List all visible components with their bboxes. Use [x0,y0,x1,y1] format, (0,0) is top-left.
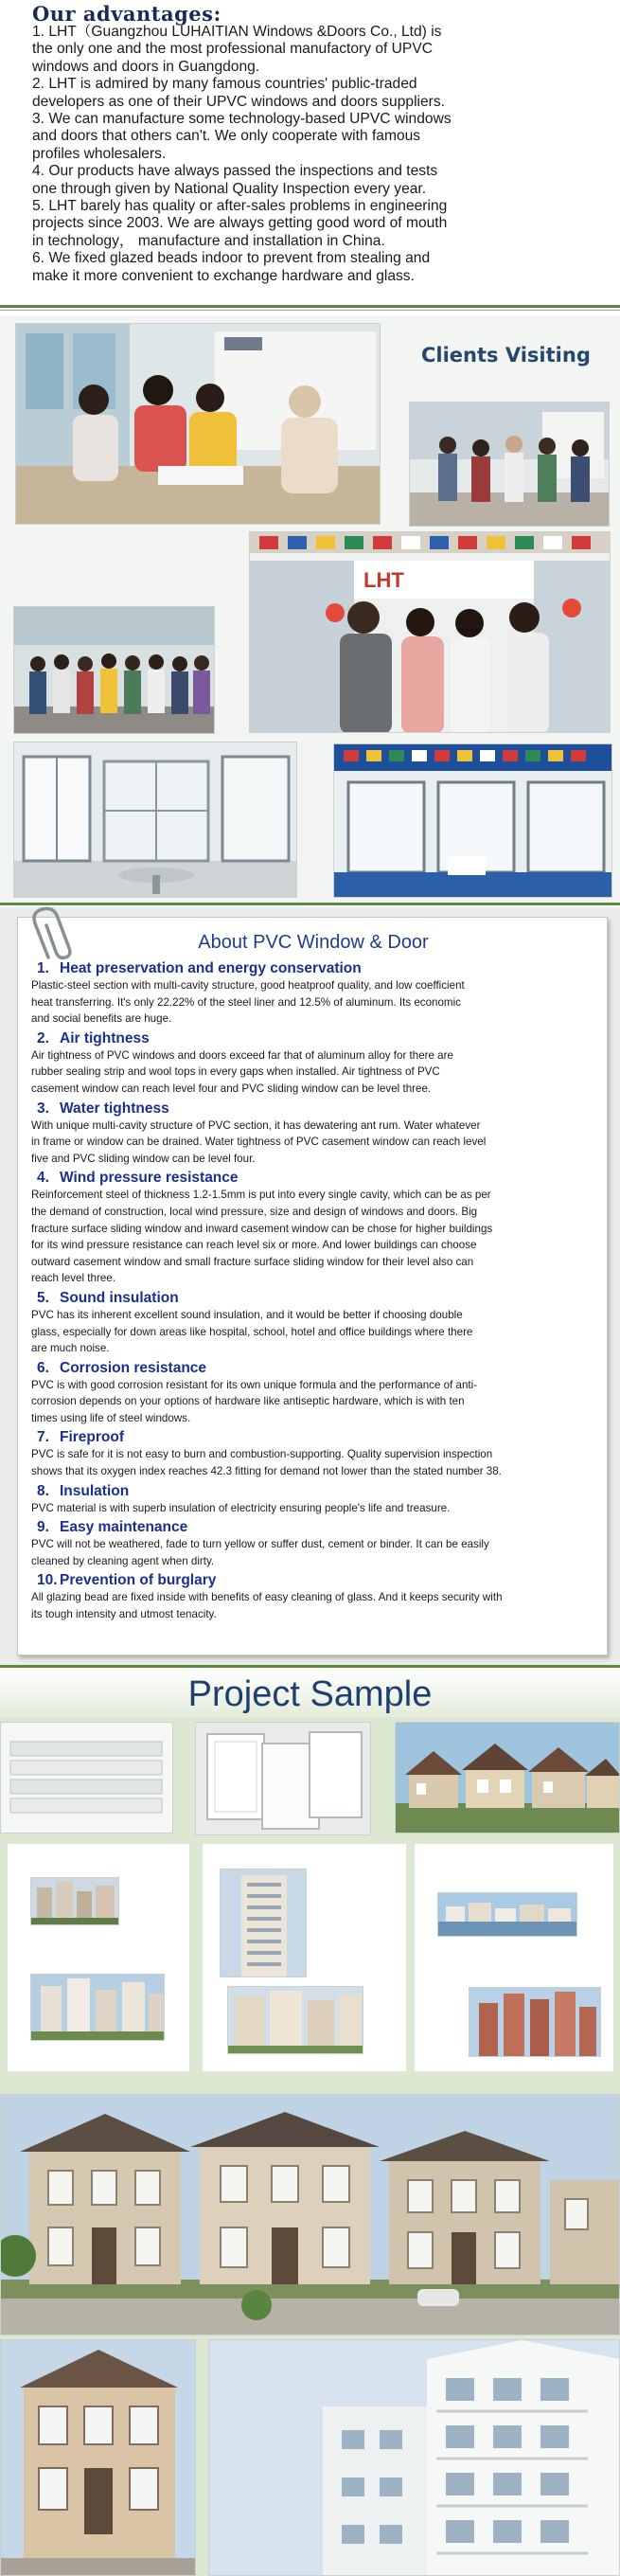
photo-image [31,1975,165,2041]
clients-photo-group [409,402,610,527]
advantage-line: developers as one of their UPVC windows and doors suppliers. [32,93,445,110]
advantages-list [32,24,600,285]
feature-item [31,1359,599,1427]
feature-title [31,1289,599,1307]
photo-image [16,324,381,525]
feature-description: times using life of steel windows. [31,1411,191,1424]
project-sample-section [0,1669,620,2576]
photo-image [1,2340,196,2576]
feature-description: casement window can reach level four and PVC sliding window can be level three. [31,1082,432,1095]
feature-description: reach level three. [31,1272,115,1285]
project-photo-apartments [227,1986,363,2054]
feature-title-text: Air tightness [60,1029,150,1046]
feature-title [31,1571,599,1589]
feature-description: for its wind pressure resistance can reach level six or more. And lower buildings can choose [31,1239,477,1252]
feature-title [31,1169,599,1187]
feature-description: Air tightness of PVC windows and doors exceed far that of aluminum alloy for there are [31,1048,453,1062]
feature-title-text: Prevention of burglary [60,1572,217,1589]
about-pvc-title: About PVC Window & Door [198,932,429,953]
project-photo-red-towers [469,1987,601,2057]
feature-description: All glazing bead are fixed inside with benefits of easy cleaning of glass. And it keeps security with [31,1591,503,1604]
feature-number: 3. [37,1100,49,1117]
feature-number: 6. [37,1359,49,1376]
photo-image [334,744,612,898]
photo-image [1,2095,620,2335]
project-photo-white-frames [195,1722,371,1835]
feature-item [31,1100,599,1168]
project-photo-towers-1 [30,1877,119,1925]
advantage-line: 1. LHT（Guangzhou LUHAITIAN Windows &Doors Co., Ltd) is [32,24,442,40]
photo-image [1,1723,173,1834]
photo-image [31,1878,119,1925]
feature-item [31,959,599,1028]
photo-image [228,1987,363,2054]
advantage-line: in technology， manufacture and installation in China. [32,232,385,249]
clients-photo-group-indoor [13,606,215,734]
feature-item [31,1482,599,1517]
feature-description: heat transferring. It's only 22.22% of the steel liner and 12.5% of aluminum. Its economic [31,995,461,1009]
feature-description: With unique multi-cavity structure of PVC section, it has dewatering ant rum. Water whatever [31,1118,481,1132]
feature-description: the demand of construction, local wind pressure, size and design of windows and doors. Big [31,1205,478,1218]
feature-description: PVC will not be weathered, fade to turn yellow or suffer dust, cement or binder. It can be easily [31,1538,489,1551]
project-photo-towers-2 [30,1974,165,2041]
feature-description: Reinforcement steel of thickness 1.2-1.5mm is put into every single cavity, which can be as per [31,1189,491,1202]
project-photo-villa-brick [0,2339,196,2576]
feature-description: corrosion depends on your options of hardware like antiseptic hardware, which is with ten [31,1395,465,1408]
feature-title [31,959,599,977]
feature-description: its tough intensity and utmost tenacity. [31,1608,217,1621]
feature-description: shows that its oxygen index reaches 42.3 fitting for demand not lower than the stated number 38. [31,1465,502,1478]
photo-image [396,1723,620,1834]
feature-number: 5. [37,1289,49,1306]
clients-photo-showroom-interior [13,742,297,898]
clients-visiting-heading: Clients Visiting [421,344,591,367]
feature-item [31,1428,599,1479]
advantage-line: windows and doors in Guangdong. [32,58,260,75]
advantage-line: 6. We fixed glazed beads indoor to prevent from stealing and [32,250,431,267]
feature-description: PVC material is with superb insulation of electricity ensuring people's life and treasure. [31,1501,451,1514]
feature-title [31,1359,599,1377]
advantages-title: Our advantages: [32,2,221,26]
advantage-line: projects since 2003. We are always getting good word of mouth [32,215,448,232]
feature-number: 10. [37,1572,58,1589]
project-photo-highrise [220,1869,307,1977]
divider [0,310,620,311]
photo-image [14,742,297,898]
photo-image [196,1723,371,1835]
project-photo-white-building [208,2339,620,2576]
feature-number: 8. [37,1482,49,1499]
feature-description: and social benefits are huge. [31,1012,172,1026]
feature-title-text: Wind pressure resistance [60,1170,239,1187]
feature-title-text: Heat preservation and energy conservation [60,960,362,976]
clients-photo-booth-visitors [249,531,611,733]
photo-image [209,2340,620,2576]
clients-photo-showroom-meeting [15,323,381,525]
about-pvc-features [31,957,599,1623]
project-photo-waterfront [437,1892,577,1937]
advantage-line: 3. We can manufacture some technology-based UPVC windows [32,111,452,128]
advantage-line: the only one and the most professional manufactory of UPVC [32,41,433,58]
project-photo-houses [395,1722,620,1834]
photo-image [221,1869,307,1977]
feature-description: PVC has its inherent excellent sound insulation, and it would be better if choosing double [31,1308,463,1321]
feature-number: 9. [37,1519,49,1536]
advantage-line: 2. LHT is admired by many famous countries' public-traded [32,76,417,93]
feature-number: 2. [37,1029,49,1046]
feature-description: rubber sealing strip and wool tops in every gaps when installed. Air tightness of PVC [31,1065,440,1079]
feature-title-text: Corrosion resistance [60,1359,207,1376]
feature-description: in frame or window can be drained. Water tightness of PVC casement window can reach level [31,1136,487,1149]
photo-image [410,402,610,527]
about-pvc-card [17,917,608,1655]
feature-item [31,1169,599,1287]
feature-description: cleaned by cleaning agent when dirty. [31,1554,215,1567]
photo-image [14,607,215,734]
feature-description: are much noise. [31,1342,110,1355]
about-pvc-section [0,907,620,1665]
feature-title [31,1482,599,1500]
feature-title [31,1518,599,1536]
feature-title-text: Sound insulation [60,1289,179,1306]
feature-description: fracture surface sliding window and inward casement window can be chose for higher buildings [31,1222,493,1235]
feature-number: 7. [37,1429,49,1446]
project-sample-title: Project Sample [187,1674,433,1714]
feature-number: 1. [37,960,49,976]
feature-title-text: Insulation [60,1482,130,1499]
divider [0,305,620,308]
advantage-line: 5. LHT barely has quality or after-sales problems in engineering [32,198,448,215]
svg-text:LHT: LHT [363,568,404,592]
project-photo-window-profiles [0,1722,173,1834]
feature-title-text: Fireproof [60,1429,125,1446]
divider [0,903,620,905]
feature-title [31,1029,599,1047]
feature-description: five and PVC sliding window can be level four. [31,1152,256,1165]
advantage-line: one through given by National Quality Inspection every year. [32,180,427,197]
feature-description: PVC is safe for it is not easy to burn and combustion-supporting. Quality supervision inspection [31,1448,493,1461]
feature-title-text: Easy maintenance [60,1519,188,1536]
feature-item [31,1571,599,1622]
advantage-line: 4. Our products have always passed the inspections and tests [32,163,438,180]
divider [0,1665,620,1668]
advantages-section [0,0,620,313]
feature-title-text: Water tightness [60,1100,169,1117]
feature-description: outward casement window and small fracture surface sliding window for their level also can [31,1255,474,1268]
feature-item [31,1518,599,1569]
clients-visiting-section [0,315,620,904]
feature-item [31,1029,599,1098]
advantage-line: and doors that others can't. We only cooperate with famous [32,128,421,145]
clients-photo-exhibition-booth [333,743,612,898]
feature-title [31,1428,599,1446]
photo-image [469,1988,601,2057]
feature-number: 4. [37,1170,49,1187]
photo-image [250,532,611,733]
feature-description: PVC is with good corrosion resistant for its own unique formula and the performance of anti- [31,1378,478,1391]
project-photo-townhouses [0,2094,620,2335]
feature-title [31,1100,599,1118]
feature-item [31,1289,599,1357]
feature-description: Plastic-steel section with multi-cavity structure, good heatproof quality, and low coefficient [31,979,465,992]
advantage-line: profiles wholesalers. [32,145,167,162]
photo-image [438,1893,577,1937]
feature-description: glass, especially for down areas like hospital, school, hotel and office buildings where there [31,1325,473,1338]
advantage-line: make it more convenient to exchange hardware and glass. [32,267,415,284]
